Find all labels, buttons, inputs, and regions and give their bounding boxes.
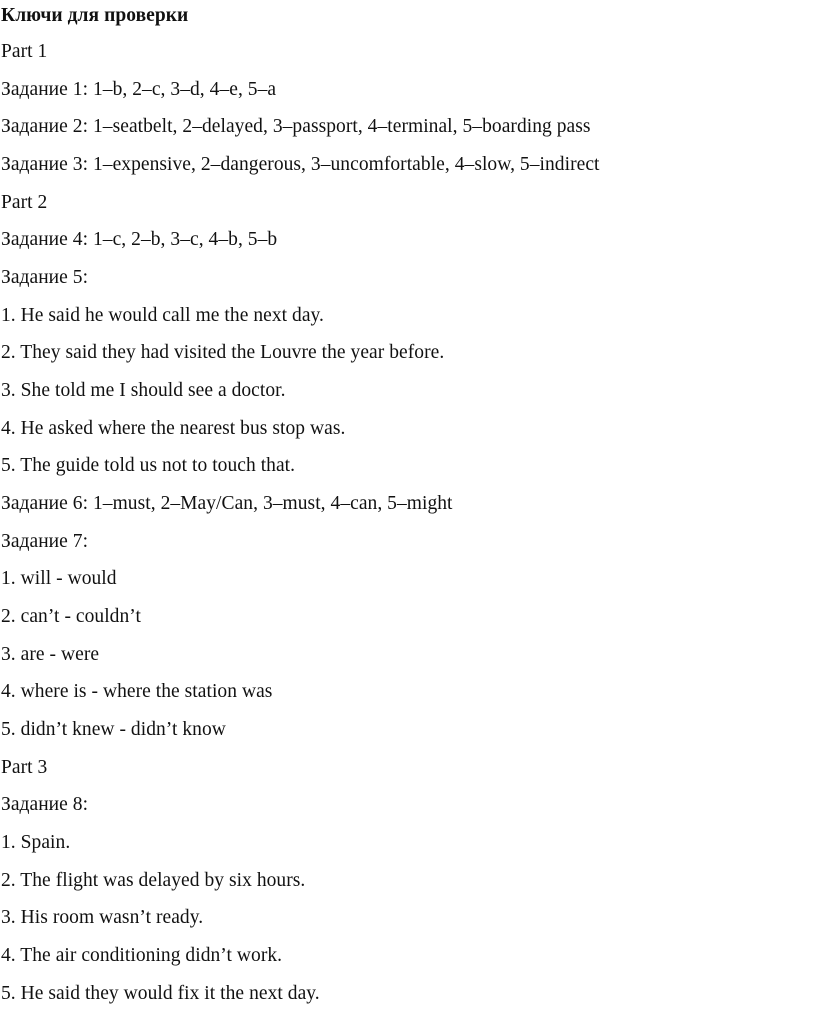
task-4-answers: Задание 4: 1–c, 2–b, 3–c, 4–b, 5–b <box>1 229 278 250</box>
task-5-item: 2. They said they had visited the Louvre the year before. <box>1 342 445 363</box>
task-1-answers: Задание 1: 1–b, 2–c, 3–d, 4–e, 5–a <box>1 79 277 100</box>
task-8-item: 2. The flight was delayed by six hours. <box>1 870 306 891</box>
task-3-answers: Задание 3: 1–expensive, 2–dangerous, 3–uncomfortable, 4–slow, 5–indirect <box>1 154 600 175</box>
task-5-item: 3. She told me I should see a doctor. <box>1 380 286 401</box>
part-3-heading: Part 3 <box>1 757 48 778</box>
task-5-heading: Задание 5: <box>1 267 89 288</box>
part-2-heading: Part 2 <box>1 192 48 213</box>
task-8-item: 4. The air conditioning didn’t work. <box>1 945 283 966</box>
task-7-heading: Задание 7: <box>1 531 89 552</box>
document-title: Ключи для проверки <box>1 5 189 26</box>
part-1-heading: Part 1 <box>1 41 48 62</box>
task-5-item: 4. He asked where the nearest bus stop was. <box>1 418 346 439</box>
task-8-heading: Задание 8: <box>1 794 89 815</box>
task-7-item: 1. will - would <box>1 568 117 589</box>
task-8-item: 1. Spain. <box>1 832 71 853</box>
task-5-item: 1. He said he would call me the next day. <box>1 305 324 326</box>
task-7-item: 4. where is - where the station was <box>1 681 273 702</box>
task-7-item: 2. can’t - couldn’t <box>1 606 141 627</box>
task-5-item: 5. The guide told us not to touch that. <box>1 455 296 476</box>
task-7-item: 5. didn’t knew - didn’t know <box>1 719 226 740</box>
task-8-item: 3. His room wasn’t ready. <box>1 907 204 928</box>
task-7-item: 3. are - were <box>1 644 100 665</box>
task-8-item: 5. He said they would fix it the next day. <box>1 983 320 1004</box>
task-2-answers: Задание 2: 1–seatbelt, 2–delayed, 3–passport, 4–terminal, 5–boarding pass <box>1 116 591 137</box>
task-6-answers: Задание 6: 1–must, 2–May/Can, 3–must, 4–can, 5–might <box>1 493 453 514</box>
